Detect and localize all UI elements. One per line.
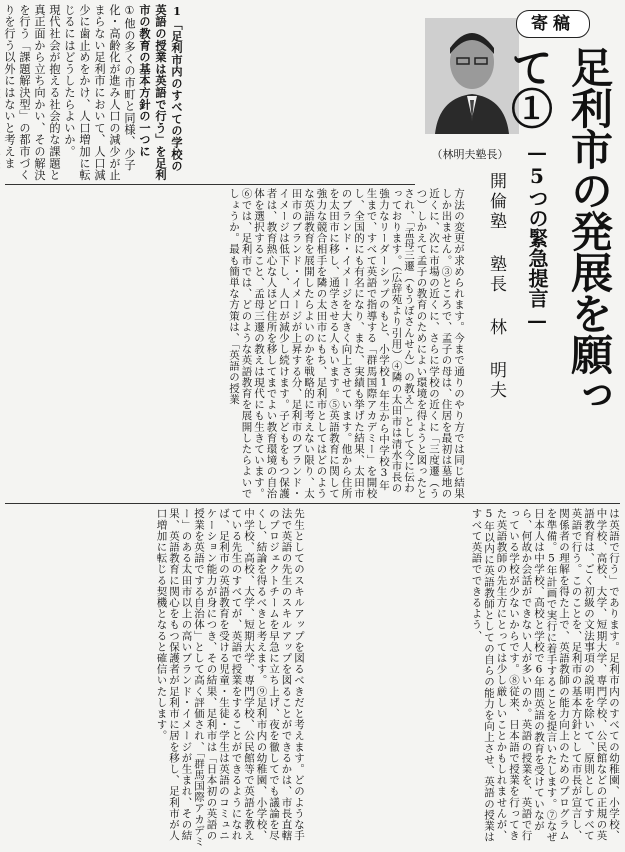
body-column-4: 先生としてのスキルアップを図るべきだと考えます。どのような手法で英語の先生のスキルアップを図ることができるかは、市長直轄のプロジェクトチームを早急に立ち上げ、夜を徹してでも議論を尽くし、結論を得るべきと考えます。⑨足利市内の幼稚園、小学校、中学校、高校、大学、短期大学、専門学校、公民館等で英語を教えている先生のすべてが、英語で授業をすることができるようになれば、足利市の英語教育を受ける児童・生徒・学生は英語のコミュニケーション能力が身につき、その結果、足利市は「日本初の英語の授業を英語でする自治体」として高く評価され、「群馬国際アカデミー」のある太田市以上の高いブランド・イメージが生まれ、その結果、英語教育に関心をもつ保護者が足利市に居を移し、足利市が人口増加に転じる契機となると確信いたします。 — [155, 508, 305, 847]
body-column-1: 方法の変更が求められます。今まで通りのやり方では同じ結果しか出ません。③ところで、孟子の母は、住居を最初は墓地の近くに、次に市場の近くに、さらに学校の近くに「三度遷（うつ）しかえて孟子の教育のためによい環境を得ようと図ったとされ、「孟母三遷（もうぼさんせん）の教え」として今に伝わっております。（広辞苑より引用）④隣の太田市は清水市長の強力なリーダーシップのもと、小学校1年生から中学校3年生まで、すべて英語で指導する「群馬国際アカデミー」を開校し、全国的にも有名になり、また、実績も挙げた結果、太田市のブランド・イメージを大きく向上させています。他から住所を太田市に移し、通学させる人もいます。⑤英語教育に関して強力な競合相手を隣の太田市にもち、足利市としてはどのような英語教育を展開したらよいのかを戦略的に考えない限り、太田市のブランド・イメージが上昇する分、足利市のブランド・イメージは低下し、人口が減少し続けます。子どもをもつ保護者は、教育熱心な人ほど住所を移してまでよい教育環境の自治体を選択すること、孟母三遷の教えは現代にも生きています。⑥では、足利市では、どのような英語教育を展開したらよいでしょうか。最も簡単な方策は、「英語の授業 — [228, 188, 465, 499]
body-column-3: は英語で行う」であります。足利市内のすべての幼稚園、小学校、中学校、高校、大学、短期大学、専門学校、公民館などの正規の英語教育は、ごく初級の文法事項の説明を除いて、原則としてすべて英語で行う。このことを、足利市の基本方針として市長が宣言し、関係者の理解を得た上で、英語教師の能力向上のためのプログラムを準備。5年計画で実行に着手することを提言いたします。⑦なぜ日本人は中学校、高校と学校で6年間英語の教育を受けていながら、何故か会話ができない人が多いのか。英語の授業を、英語で行っている学校が少ないからです。⑧従来、日本語で授業を行ってきた英語教師の先生方にとっては少し厳しいことかもしれませんが、5年以内に英語教師としての自らの能力を向上させ、英語の授業はすべて英語でできるよう、 — [470, 508, 620, 843]
photo-caption: （林明夫塾長） — [431, 148, 509, 161]
tier-divider-1 — [5, 184, 415, 185]
column-badge: 寄稿 — [516, 10, 590, 38]
article-subtitle: —5つの緊急提言— — [525, 140, 549, 332]
article-title: 足利市の発展を願って① — [505, 46, 614, 415]
intro-para-1: ①他の多くの市町と同様、少子化・高齢化が進み人口の減少が止まらない足利市において、人口減少に歯止めをかけ、人口増加に転じるにはどうしたらよいか。 — [63, 4, 136, 181]
author-byline: 開倫塾 塾長 林 明夫 — [486, 172, 506, 401]
intro-text — [5, 4, 185, 182]
intro-para-2: 現代社会が抱える社会的な課題と真正面から立ち向かい、その解決を行う「課題解決型」の都市づくりを行う以外にはないと考えま — [3, 4, 61, 181]
intro-block — [5, 4, 185, 182]
tier-divider-2 — [5, 503, 620, 504]
intro-heading: 1「足利市内のすべての学校の英語の授業は英語で行う」を足利市の教育の基本方針の一つに — [138, 4, 184, 181]
